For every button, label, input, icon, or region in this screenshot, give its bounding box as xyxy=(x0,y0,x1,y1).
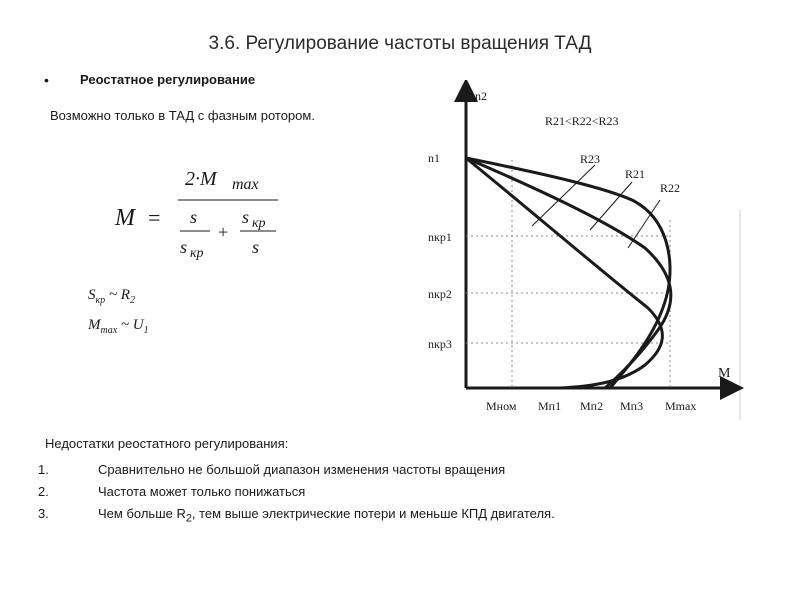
x-tick-mp1: Mп1 xyxy=(538,399,562,413)
relation2-b: ~ U xyxy=(117,317,144,333)
fraction2-denominator: s xyxy=(252,237,260,257)
relation2-a: M xyxy=(88,317,101,333)
relation1-b: ~ R xyxy=(105,287,130,303)
relation2-a-sub: max xyxy=(100,325,118,336)
relation2-b-sub: 1 xyxy=(143,325,149,336)
drawbacks-title: Недостатки реостатного регулирования: xyxy=(45,436,289,451)
relation-skr-r2 xyxy=(88,287,135,306)
bullet-dot: • xyxy=(44,72,49,88)
x-tick-mmax: Mmax xyxy=(665,399,697,413)
x-tick-mp2: Mп2 xyxy=(580,399,604,413)
drawback-text: Частота может только понижаться xyxy=(98,484,306,499)
curve-label-r22: R22 xyxy=(660,181,681,195)
curve-label-r21: R21 xyxy=(625,167,646,181)
drawback-text-a: Чем больше R xyxy=(98,506,186,521)
x-axis-label: M xyxy=(718,366,731,381)
relation-mmax-u1 xyxy=(88,317,149,336)
y-tick-n1: n1 xyxy=(428,151,440,165)
drawback-number: 2. xyxy=(38,484,49,499)
drawback-text-b: , тем выше электрические потери и меньше КПД двигателя. xyxy=(191,506,555,521)
y-tick-nkr3: nкр3 xyxy=(428,337,452,351)
y-tick-nkr1: nкр1 xyxy=(428,230,452,244)
relation1-a: S xyxy=(88,287,96,303)
y-axis-label: n2 xyxy=(475,89,487,103)
drawback-number: 1. xyxy=(38,462,49,477)
torque-formula xyxy=(110,155,310,275)
intro-text: Возможно только в ТАД с фазным ротором. xyxy=(50,108,315,123)
fraction1-numerator: s xyxy=(190,207,198,227)
formula-lhs: M xyxy=(115,205,135,231)
formula-numerator-sub: max xyxy=(232,176,259,193)
fraction2-numerator-sub: кр xyxy=(252,216,266,231)
fraction1-denominator-sub: кр xyxy=(190,246,204,261)
formula-numerator: 2·M xyxy=(185,168,217,190)
curve-r22 xyxy=(466,158,671,388)
drawback-text: Сравнительно не большой диапазон изменения частоты вращения xyxy=(98,462,506,477)
page-title: 3.6. Регулирование частоты вращения ТАД xyxy=(208,33,592,54)
x-tick-mp3: Mп3 xyxy=(620,399,644,413)
curve-r23 xyxy=(466,158,662,388)
y-tick-nkr2: nкр2 xyxy=(428,287,452,301)
formula-plus: + xyxy=(218,222,229,242)
resistance-inequality: R21<R22<R23 xyxy=(545,114,619,128)
drawback-text-sub: 2 xyxy=(185,512,192,525)
relation1-a-sub: кр xyxy=(95,295,106,306)
curve-label-r23: R23 xyxy=(580,152,601,166)
x-tick-mnom: Mном xyxy=(486,399,517,413)
drawback-text xyxy=(98,506,555,525)
bullet-heading: Реостатное регулирование xyxy=(80,72,256,87)
speed-torque-diagram xyxy=(420,80,750,420)
formula-equals: = xyxy=(148,205,161,230)
fraction2-numerator: s xyxy=(242,207,250,227)
drawback-number: 3. xyxy=(38,506,49,521)
fraction1-denominator: s xyxy=(180,237,188,257)
relation1-b-sub: 2 xyxy=(129,295,135,306)
